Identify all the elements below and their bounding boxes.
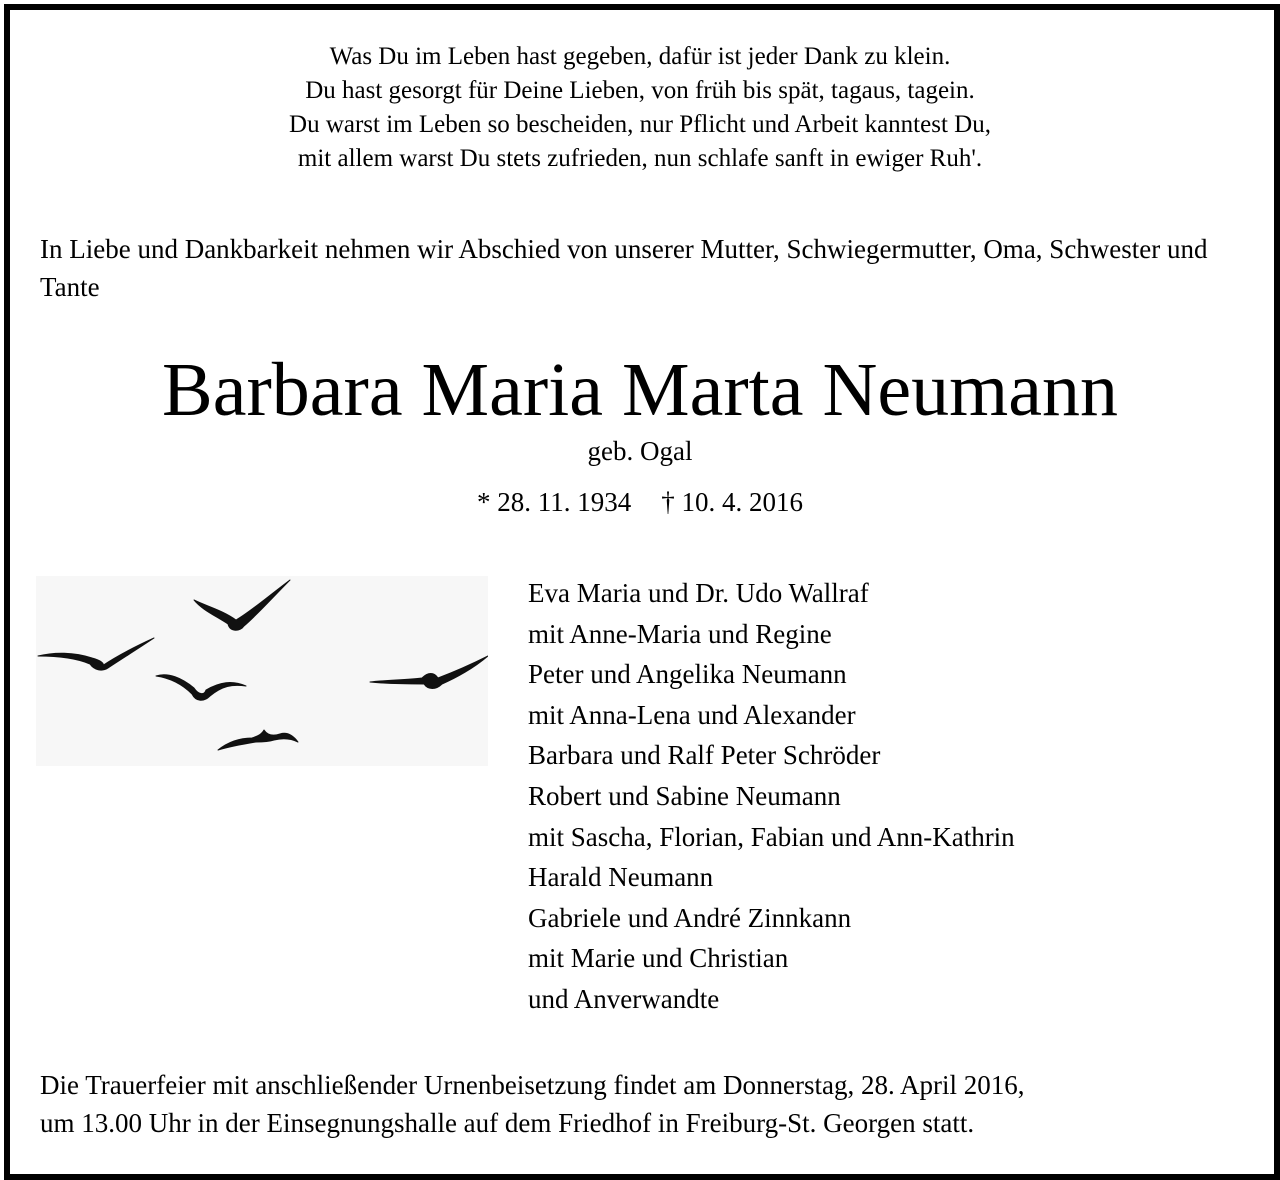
deceased-name: Barbara Maria Marta Neumann — [162, 348, 1118, 432]
birth-date: * 28. 11. 1934 — [477, 487, 632, 517]
mourner-line: Peter und Angelika Neumann — [528, 659, 847, 690]
mourner-line: Barbara und Ralf Peter Schröder — [528, 740, 881, 771]
mourner-line: und Anverwandte — [528, 983, 720, 1014]
mourner-line: Gabriele und André Zinnkann — [528, 902, 852, 933]
flying-birds-icon — [36, 576, 488, 766]
intro-text: In Liebe und Dankbarkeit nehmen wir Abschied von unserer Mutter, Schwiegermutter, Oma, Schwester und Tante — [40, 234, 1208, 302]
mourner-line: Harald Neumann — [528, 862, 714, 893]
ceremony-line: um 13.00 Uhr in der Einsegnungshalle auf dem Friedhof in Freiburg-St. Georgen statt. — [40, 1108, 975, 1138]
mourner-line: mit Anna-Lena und Alexander — [528, 699, 856, 730]
poem-line: Du hast gesorgt für Deine Lieben, von früh bis spät, tagaus, tagein. — [305, 77, 975, 104]
poem-line: mit allem warst Du stets zufrieden, nun schlafe sanft in ewiger Ruh'. — [297, 145, 983, 172]
ceremony-info — [40, 1066, 1250, 1142]
poem — [0, 40, 1280, 176]
death-date: † 10. 4. 2016 — [661, 487, 803, 517]
life-dates — [0, 484, 1280, 520]
mourner-line: mit Anne-Maria und Regine — [528, 618, 832, 649]
mourners-list — [528, 573, 1248, 1020]
mourner-line: mit Marie und Christian — [528, 943, 789, 974]
poem-line: Was Du im Leben hast gegeben, dafür ist jeder Dank zu klein. — [329, 43, 951, 70]
maiden-name: geb. Ogal — [587, 436, 693, 466]
ceremony-line: Die Trauerfeier mit anschließender Urnenbeisetzung findet am Donnerstag, 28. April 2016, — [40, 1070, 1025, 1100]
mourner-line: Eva Maria und Dr. Udo Wallraf — [528, 578, 869, 608]
mourner-line: Robert und Sabine Neumann — [528, 780, 841, 811]
mourner-line: mit Sascha, Florian, Fabian und Ann-Kathrin — [528, 821, 1015, 852]
poem-line: Du warst im Leben so bescheiden, nur Pflicht und Arbeit kanntest Du, — [289, 111, 991, 138]
